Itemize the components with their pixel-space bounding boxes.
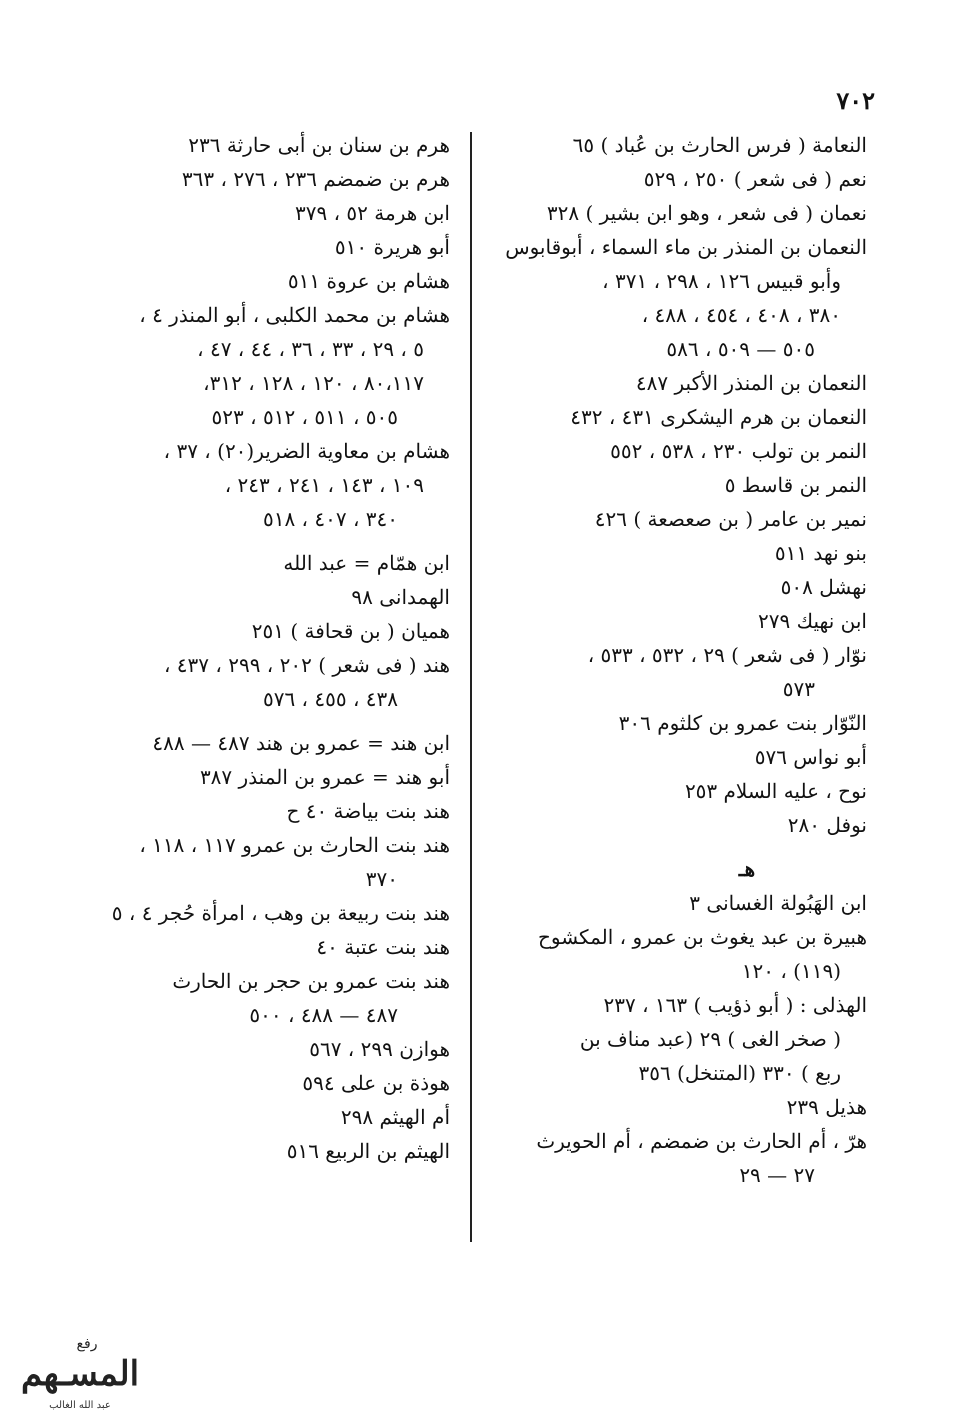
watermark-logo (12, 1330, 147, 1415)
index-entry: هوذة بن على ٥٩٤ (302, 1071, 450, 1095)
index-entry: هرم بن ضمضم ٢٣٦ ، ٢٧٦ ، ٣٦٣ (181, 167, 450, 191)
index-entry: ابن هرمة ٥٢ ، ٣٧٩ (295, 201, 450, 225)
index-entry: هبيرة بن عبد يغوث بن عمرو ، المكشوح (537, 925, 867, 949)
index-entry: النعمان بن المنذر بن ماء السماء ، أبوقابوس (505, 235, 867, 259)
index-entry: أم الهيثم ٢٩٨ (340, 1105, 450, 1129)
page-number: ٧٠٢ (836, 86, 875, 115)
index-entry: الهيثم بن الربيع ٥١٦ (286, 1139, 450, 1163)
index-entry: أبو نواس ٥٧٦ (754, 745, 867, 769)
index-entry: هشام بن معاوية الضرير(٢٠) ، ٣٧ ، (163, 439, 450, 463)
index-entry: ٥ ، ٢٩ ، ٣٣ ، ٣٦ ، ٤٤ ، ٤٧ ، (197, 337, 424, 361)
index-entry: ١٠٩ ، ١٤٣ ، ٢٤١ ، ٢٤٣ ، (224, 473, 424, 497)
svg-text:عبد الله الغالب: عبد الله الغالب (49, 1400, 111, 1411)
column-divider (470, 132, 472, 1242)
index-entry: النعمان بن هرم اليشكرى ٤٣١ ، ٤٣٢ (570, 405, 867, 429)
index-entry: أبو هريرة ٥١٠ (334, 235, 450, 259)
index-entry: ٤٨٧ — ٤٨٨ ، ٥٠٠ (249, 1003, 398, 1027)
watermark-calligraphy (12, 1330, 147, 1415)
index-entry: الهذلى : ( أبو ذؤيب ) ١٦٣ ، ٢٣٧ (603, 993, 867, 1017)
index-entry: ٨٠،١١٧ ، ١٢٠ ، ١٢٨ ، ٣١٢، (203, 371, 424, 395)
index-entry: هشام بن محمد الكلبى ، أبو المنذر ٤ ، (139, 303, 450, 327)
index-entry: (١١٩) ، ١٢٠ (741, 959, 841, 983)
spacer (70, 716, 450, 726)
svg-text:المسـهم: المسـهم (20, 1354, 140, 1394)
spacer (70, 536, 450, 546)
index-entry: هند بنت عمرو بن حجر بن الحارث (172, 969, 450, 993)
index-entry: ( صخر الغى ) ٢٩ (عبد مناف بن (579, 1027, 841, 1051)
index-entry: نهشل ٥٠٨ (780, 575, 867, 599)
index-entry: وأبو قبيس ١٢٦ ، ٢٩٨ ، ٣٧١ ، (602, 269, 841, 293)
index-entry: هشام بن عروة ٥١١ (287, 269, 450, 293)
index-entry: ٥٧٣ (782, 677, 815, 701)
section-heading: هـ (738, 857, 756, 881)
index-entry: الهمدانى ٩٨ (351, 585, 450, 609)
index-entry: نعمان ( فى شعر ، وهو ابن بشير ) ٣٢٨ (546, 201, 867, 225)
index-entry: النّوّار بنت عمرو بن كلثوم ٣٠٦ (618, 711, 867, 735)
index-entry: ٣٤٠ ، ٤٠٧ ، ٥١٨ (262, 507, 398, 531)
index-entry: نعم ( فى شعر ) ٢٥٠ ، ٥٢٩ (643, 167, 867, 191)
index-entry: نوّار ( فى شعر ) ٢٩ ، ٥٣٢ ، ٥٣٣ ، (587, 643, 867, 667)
index-entry: هند بنت عتبة ٤٠ (316, 935, 450, 959)
index-entry: النمر بن تولب ٢٣٠ ، ٥٣٨ ، ٥٥٢ (610, 439, 867, 463)
index-entry: النمر بن قاسط ٥ (724, 473, 867, 497)
index-entry: ٤٣٨ ، ٤٥٥ ، ٥٧٦ (262, 687, 398, 711)
index-entry: نمير بن عامر ( بن صعصعة ) ٤٢٦ (594, 507, 867, 531)
index-entry: أبو هند = عمرو بن المنذر ٣٨٧ (199, 765, 450, 789)
index-entry: هوازن ٢٩٩ ، ٥٦٧ (309, 1037, 450, 1061)
index-entry: ابن همّام = عبد الله (283, 551, 450, 575)
index-entry: هرّ ، أم الحارث بن ضمضم ، أم الحويرث (536, 1129, 867, 1153)
left-column (70, 128, 450, 1168)
index-entry: ٥٠٥ ، ٥١١ ، ٥١٢ ، ٥٢٣ (211, 405, 398, 429)
spacer (497, 842, 867, 852)
index-entry: هذيل ٢٣٩ (786, 1095, 867, 1119)
index-entry: هند بنت ربيعة بن وهب ، امرأة حُجر ٤ ، ٥ (111, 901, 450, 925)
index-entry: نوح ، عليه السلام ٢٥٣ (684, 779, 867, 803)
index-entry: ابن هند = عمرو بن هند ٤٨٧ — ٤٨٨ (152, 731, 450, 755)
index-entry: ٢٧ — ٢٩ (739, 1163, 815, 1187)
index-entry: هند بنت الحارث بن عمرو ١١٧ ، ١١٨ ، (139, 833, 450, 857)
index-entry: هميان ( بن قحافة ) ٢٥١ (251, 619, 450, 643)
index-entry: هرم بن سنان بن أبى حارثة ٢٣٦ (188, 133, 450, 157)
svg-text:رفع: رفع (76, 1336, 98, 1352)
index-entry: ٥٠٥ — ٥٠٩ ، ٥٨٦ (666, 337, 815, 361)
index-entry: ابن نهيك ٢٧٩ (758, 609, 867, 633)
index-entry: هند ( فى شعر ) ٢٠٢ ، ٢٩٩ ، ٤٣٧ ، (163, 653, 450, 677)
index-entry: النعامة ( فرس الحارث بن عُباد ) ٦٥ (572, 133, 867, 157)
right-column (497, 128, 867, 1192)
index-entry: ٣٧٠ (365, 867, 398, 891)
index-entry: النعمان بن المنذر الأكبر ٤٨٧ (635, 371, 867, 395)
index-entry: بنو نهد ٥١١ (774, 541, 867, 565)
index-entry: هند بنت بياضة ٤٠ ح (286, 799, 450, 823)
index-entry: نوفل ٢٨٠ (787, 813, 867, 837)
index-entry: ٣٨٠ ، ٤٠٨ ، ٤٥٤ ، ٤٨٨ ، (641, 303, 841, 327)
index-entry: ربع ) ٣٣٠ (المتنخل) ٣٥٦ (638, 1061, 841, 1085)
index-entry: ابن الهَبُولة الغسانى ٣ (689, 891, 867, 915)
